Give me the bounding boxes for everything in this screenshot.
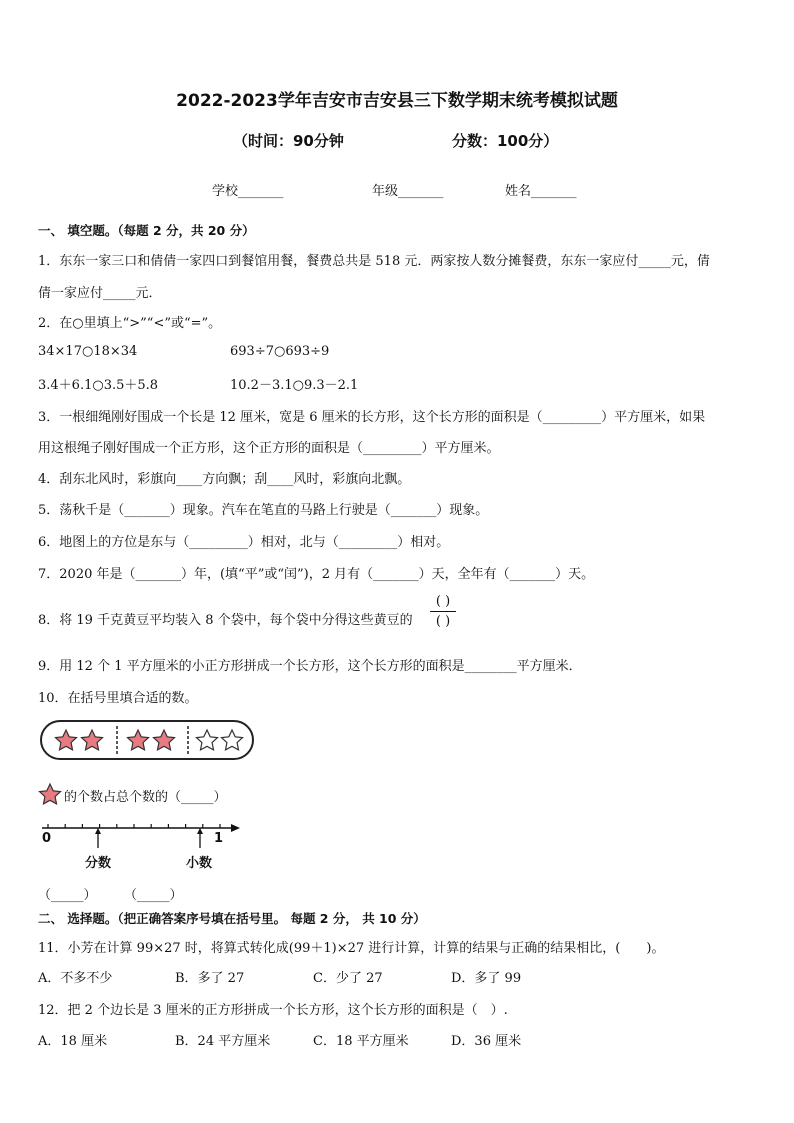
q6-text: 6．地图上的方位是东与（_________）相对，北与（_________）相对。 bbox=[38, 535, 450, 550]
star-box bbox=[40, 720, 254, 760]
q11-option-a: A．不多不少 bbox=[38, 971, 113, 986]
q12-text: 12．把 2 个边长是 3 厘米的正方形拼成一个长方形，这个长方形的面积是（ ）. bbox=[38, 1003, 508, 1018]
q7-text: 7．2020 年是（_______）年，(填“平”或“闰”)，2 月有（_______）天，全年有（_______）天。 bbox=[38, 567, 595, 582]
q12-option-b: B．24 平方厘米 bbox=[175, 1034, 271, 1049]
q12-option-d: D．36 厘米 bbox=[451, 1034, 522, 1049]
q9-text: 9．用 12 个 1 平方厘米的小正方形拼成一个长方形，这个长方形的面积是________平方厘米． bbox=[38, 659, 582, 674]
q11-option-b: B．多了 27 bbox=[175, 971, 245, 986]
q8-fraction-bar bbox=[430, 611, 456, 612]
q2-item-b: 693÷7○693÷9 bbox=[230, 344, 330, 359]
q8-text: 8．将 19 千克黄豆平均装入 8 个袋中，每个袋中分得这些黄豆的 bbox=[38, 613, 413, 628]
star-filled-1 bbox=[56, 730, 77, 750]
star-empty-2 bbox=[222, 730, 243, 750]
fraction-answer-blank: （_____） bbox=[38, 888, 97, 903]
decimal-label: 小数 bbox=[186, 856, 213, 871]
star-empty-1 bbox=[197, 730, 218, 750]
q2-item-c: 3.4＋6.1○3.5＋5.8 bbox=[38, 378, 159, 393]
fraction-label: 分数 bbox=[85, 856, 112, 871]
q4-text: 4．刮东北风时，彩旗向____方向飘；刮____风时，彩旗向北飘。 bbox=[38, 472, 411, 487]
q3-line1: 3．一根细绳刚好围成一个长是 12 厘米，宽是 6 厘米的长方形，这个长方形的面积是（_________）平方厘米，如果 bbox=[38, 410, 706, 425]
decimal-pointer-arrow bbox=[194, 828, 206, 848]
q11-option-c: C．少了 27 bbox=[313, 971, 383, 986]
q8-denominator: ( ) bbox=[435, 614, 451, 629]
number-line-one: 1 bbox=[214, 831, 224, 846]
star-filled-4 bbox=[154, 730, 175, 750]
q11-option-d: D．多了 99 bbox=[451, 971, 522, 986]
star-filled-3 bbox=[128, 730, 149, 750]
q3-line2: 用这根绳子刚好围成一个正方形，这个正方形的面积是（_________）平方厘米。 bbox=[38, 441, 500, 456]
school-field: 学校_______ bbox=[212, 184, 284, 199]
q2-item-a: 34×17○18×34 bbox=[38, 344, 138, 359]
time-label: （时间：90分钟 bbox=[233, 132, 344, 150]
star-ratio-text: 的个数占总个数的（_____） bbox=[64, 790, 227, 805]
star-row bbox=[42, 722, 252, 758]
q2-item-d: 10.2－3.1○9.3－2.1 bbox=[230, 378, 359, 393]
section-2-heading: 二、 选择题。（把正确答案序号填在括号里。 每题 2 分， 共 10 分） bbox=[38, 911, 426, 926]
q12-option-c: C．18 平方厘米 bbox=[313, 1034, 409, 1049]
q8-fraction bbox=[430, 594, 456, 629]
page-title: 2022-2023学年吉安市吉安县三下数学期末统考模拟试题 bbox=[176, 91, 618, 111]
fraction-pointer-arrow bbox=[92, 828, 104, 848]
score-label: 分数：100分） bbox=[452, 132, 559, 150]
section-1-heading: 一、 填空题。（每题 2 分，共 20 分） bbox=[38, 223, 255, 238]
q1-line2: 倩一家应付_____元． bbox=[38, 286, 162, 301]
grade-field: 年级_______ bbox=[372, 184, 444, 199]
name-field: 姓名_______ bbox=[505, 184, 577, 199]
star-filled-2 bbox=[82, 730, 103, 750]
decimal-answer-blank: （_____） bbox=[124, 888, 183, 903]
q5-text: 5．荡秋千是（_______）现象。汽车在笔直的马路上行驶是（_______）现象。 bbox=[38, 503, 489, 518]
star-icon bbox=[38, 782, 62, 806]
q2-text: 2．在○里填上“>”“<”或“=”。 bbox=[38, 316, 222, 331]
number-line-zero: 0 bbox=[42, 831, 52, 846]
number-line-arrow bbox=[231, 824, 240, 832]
q10-text: 10．在括号里填合适的数。 bbox=[38, 691, 198, 706]
q1-line1: 1．东东一家三口和倩倩一家四口到餐馆用餐，餐费总共是 518 元．两家按人数分摊餐费，东东一家应付_____元，倩 bbox=[38, 254, 710, 269]
q11-text: 11．小芳在计算 99×27 时，将算式转化成(99＋1)×27 进行计算，计算的结果与正确的结果相比，( )。 bbox=[38, 941, 665, 956]
q12-option-a: A．18 厘米 bbox=[38, 1034, 108, 1049]
q8-numerator: ( ) bbox=[435, 594, 451, 609]
